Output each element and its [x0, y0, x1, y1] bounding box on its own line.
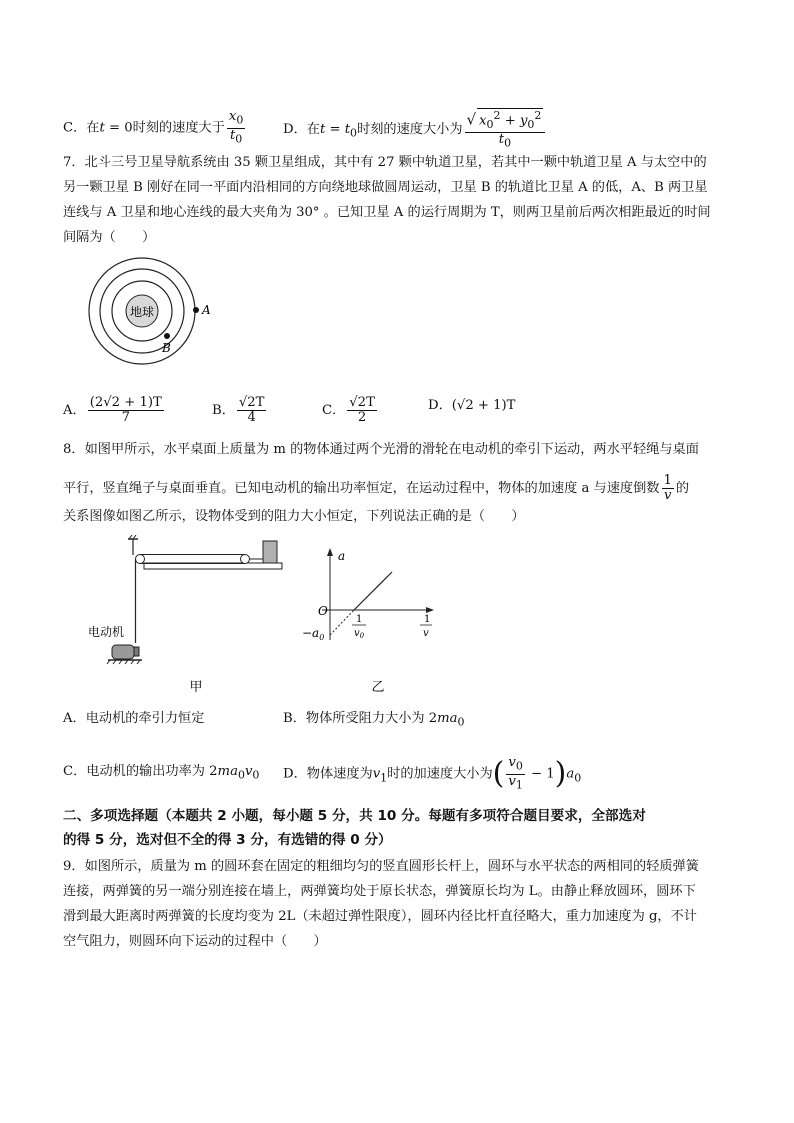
q7-option-a[interactable]: A． $\frac{(2√2 + 1)T}{7}$	[63, 395, 162, 425]
orbit-figure	[86, 255, 226, 367]
section-2-heading-line-2: 的得 5 分，选对但不全的得 3 分，有选错的得 0 分）	[63, 832, 392, 848]
y-label-a: a	[338, 549, 346, 563]
block	[263, 541, 277, 563]
q7-stem-line-4: 间隔为（ ）	[63, 230, 156, 245]
q6-option-c[interactable]: C．在t = 0时刻的速度大于 $\frac{x_0}{t_0}$	[63, 109, 244, 146]
q8-option-d[interactable]: D．物体速度为$v_1$时的加速度大小为( $\frac{v_0}{v_1}$ − $1)a_0$	[283, 755, 582, 792]
q9-stem-line-3: 滑到最大距离时两弹簧的长度均变为 2L（未超过弹性限度），圆环内径比杆直径略大，重力加速度为 g，不计	[63, 909, 697, 924]
tick-num: 1	[356, 614, 363, 625]
q8-stem-line-3: 关系图像如图乙所示，设物体受到的阻力大小恒定，下列说法正确的是（ ）	[63, 509, 525, 524]
x-label-num: 1	[424, 614, 431, 625]
caption-jia: 甲	[189, 680, 203, 695]
moving-pulley	[241, 555, 250, 564]
q7-stem-line-2: 另一颗卫星 B 刚好在同一平面内沿相同的方向绕地球做圆周运动，卫星 B 的轨道比卫星 A 的低，A、B 两卫星	[63, 180, 708, 195]
q9-stem-line-1: 9．如图所示，质量为 m 的圆环套在固定的粗细均匀的竖直圆形长杆上，圆环与水平状态的两相同的轻质弹簧	[63, 859, 699, 874]
motor-label: 电动机	[88, 625, 125, 639]
q7-stem-line-1: 7．北斗三号卫星导航系统由 35 颗卫星组成，其中有 27 颗中轨道卫星，若其中一颗中轨道卫星 A 与太空中的	[63, 155, 707, 170]
q7-option-d[interactable]: D．(√2 + 1)T	[428, 398, 516, 413]
figure-jia	[80, 535, 295, 700]
fraction-sqrt-x0-y0: $\frac{√ x_0^2 + y_0^2}{t_0}$	[465, 108, 546, 151]
neg-a0-label: $-a_0$	[302, 626, 325, 642]
q9-stem-line-4: 空气阻力，则圆环向下运动的过程中（ ）	[63, 934, 327, 949]
q8-option-a[interactable]: A．电动机的牵引力恒定	[63, 711, 205, 726]
q8-option-c[interactable]: C．电动机的输出功率为 $2ma_0v_0$	[63, 764, 260, 782]
q7-stem-line-3: 连线与 A 卫星和地心连线的最大夹角为 30° 。已知卫星 A 的运行周期为 T，则两卫星前后两次相距最近的时间	[63, 205, 711, 220]
dashed-extension	[330, 610, 354, 635]
tick-den: $v_0$	[354, 628, 365, 640]
fraction-x0-t0: $\frac{x_0}{t_0}$	[228, 109, 244, 146]
q8-option-b[interactable]: B．物体所受阻力大小为 $2ma_0$	[283, 711, 465, 729]
q8-stem-line-2: 平行，竖直绳子与桌面垂直。已知电动机的输出功率恒定，在运动过程中，物体的加速度 a 与速度倒数 $\frac{1}{v}$ 的	[63, 473, 690, 503]
section-2-heading-line-1: 二、多项选择题（本题共 2 小题，每小题 5 分，共 10 分。每题有多项符合题目要求，全部选对	[63, 808, 646, 824]
x-label-den: v	[423, 628, 429, 639]
earth-label: 地球	[129, 305, 155, 319]
q6-option-d[interactable]: D．在$t = t_0$时刻的速度大小为 $\frac{√ x_0^2 + y_0^2}{t_0}$	[283, 108, 547, 151]
caption-yi: 乙	[371, 680, 385, 695]
q7-option-b[interactable]: B． $\frac{√2T}{4}$	[212, 395, 265, 425]
satellite-b-label: B	[162, 341, 171, 355]
pulley	[136, 555, 145, 564]
graph-line	[354, 572, 392, 610]
q9-stem-line-2: 连接，两弹簧的另一端分别连接在墙上，两弹簧均处于原长状态，弹簧原长均为 L。由静止释放圆环，圆环下	[63, 884, 696, 899]
satellite-a-label: A	[202, 303, 211, 317]
figure-yi-graph	[300, 540, 450, 700]
origin-label: O	[318, 604, 328, 618]
satellite-b-dot	[164, 333, 170, 339]
motor-body	[112, 645, 134, 659]
satellite-a-dot	[193, 307, 199, 313]
q8-stem-line-1: 8．如图甲所示，水平桌面上质量为 m 的物体通过两个光滑的滑轮在电动机的牵引下运动，两水平轻绳与桌面	[63, 442, 699, 457]
q7-option-c[interactable]: C． $\frac{√2T}{2}$	[322, 395, 375, 425]
